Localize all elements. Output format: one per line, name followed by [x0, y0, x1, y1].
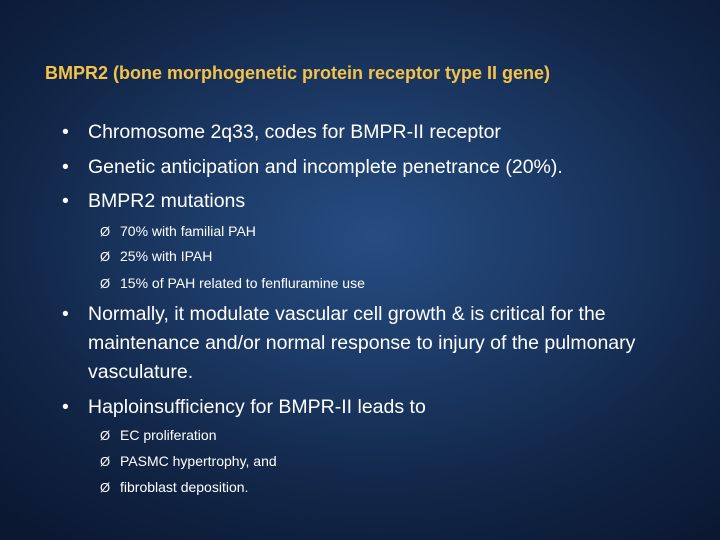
sub-item [100, 452, 277, 471]
sub-item [100, 478, 248, 497]
arrow-bullet-icon: Ø [100, 249, 111, 264]
sub-item [100, 222, 256, 241]
bullet-dot: • [62, 156, 69, 178]
bullet-dot: • [62, 121, 69, 143]
bullet-text: Genetic anticipation and incomplete penetrance (20%). [88, 156, 563, 178]
arrow-bullet-icon: Ø [100, 276, 111, 291]
sub-item-text: fibroblast deposition. [120, 479, 249, 495]
arrow-bullet-icon: Ø [100, 428, 111, 443]
sub-item [100, 426, 217, 445]
bullet-text: Chromosome 2q33, codes for BMPR-II receptor [88, 121, 501, 143]
bullet-item [62, 300, 662, 387]
bullet-dot: • [62, 303, 69, 325]
arrow-bullet-icon: Ø [100, 480, 111, 495]
slide-title: BMPR2 (bone morphogenetic protein receptor type II gene) [45, 63, 551, 83]
bullet-text: Haploinsufficiency for BMPR-II leads to [88, 396, 426, 418]
arrow-bullet-icon: Ø [100, 454, 111, 469]
bullet-item [62, 393, 662, 422]
bullet-dot: • [62, 190, 69, 212]
bullet-dot: • [62, 396, 69, 418]
bullet-item [62, 153, 682, 182]
sub-item-text: 15% of PAH related to fenfluramine use [120, 275, 365, 291]
sub-item-text: EC proliferation [120, 427, 217, 443]
bullet-item [62, 187, 662, 216]
bullet-text: Normally, it modulate vascular cell growth & is critical for the maintenance and/or normal response to injury of the pulmonary vasculature. [88, 303, 636, 383]
sub-item [100, 274, 365, 293]
sub-item-text: 25% with IPAH [120, 248, 213, 264]
sub-item [100, 247, 212, 266]
arrow-bullet-icon: Ø [100, 224, 111, 239]
bullet-item [62, 118, 662, 147]
sub-item-text: 70% with familial PAH [120, 223, 256, 239]
bullet-text: BMPR2 mutations [88, 190, 246, 212]
sub-item-text: PASMC hypertrophy, and [120, 453, 277, 469]
